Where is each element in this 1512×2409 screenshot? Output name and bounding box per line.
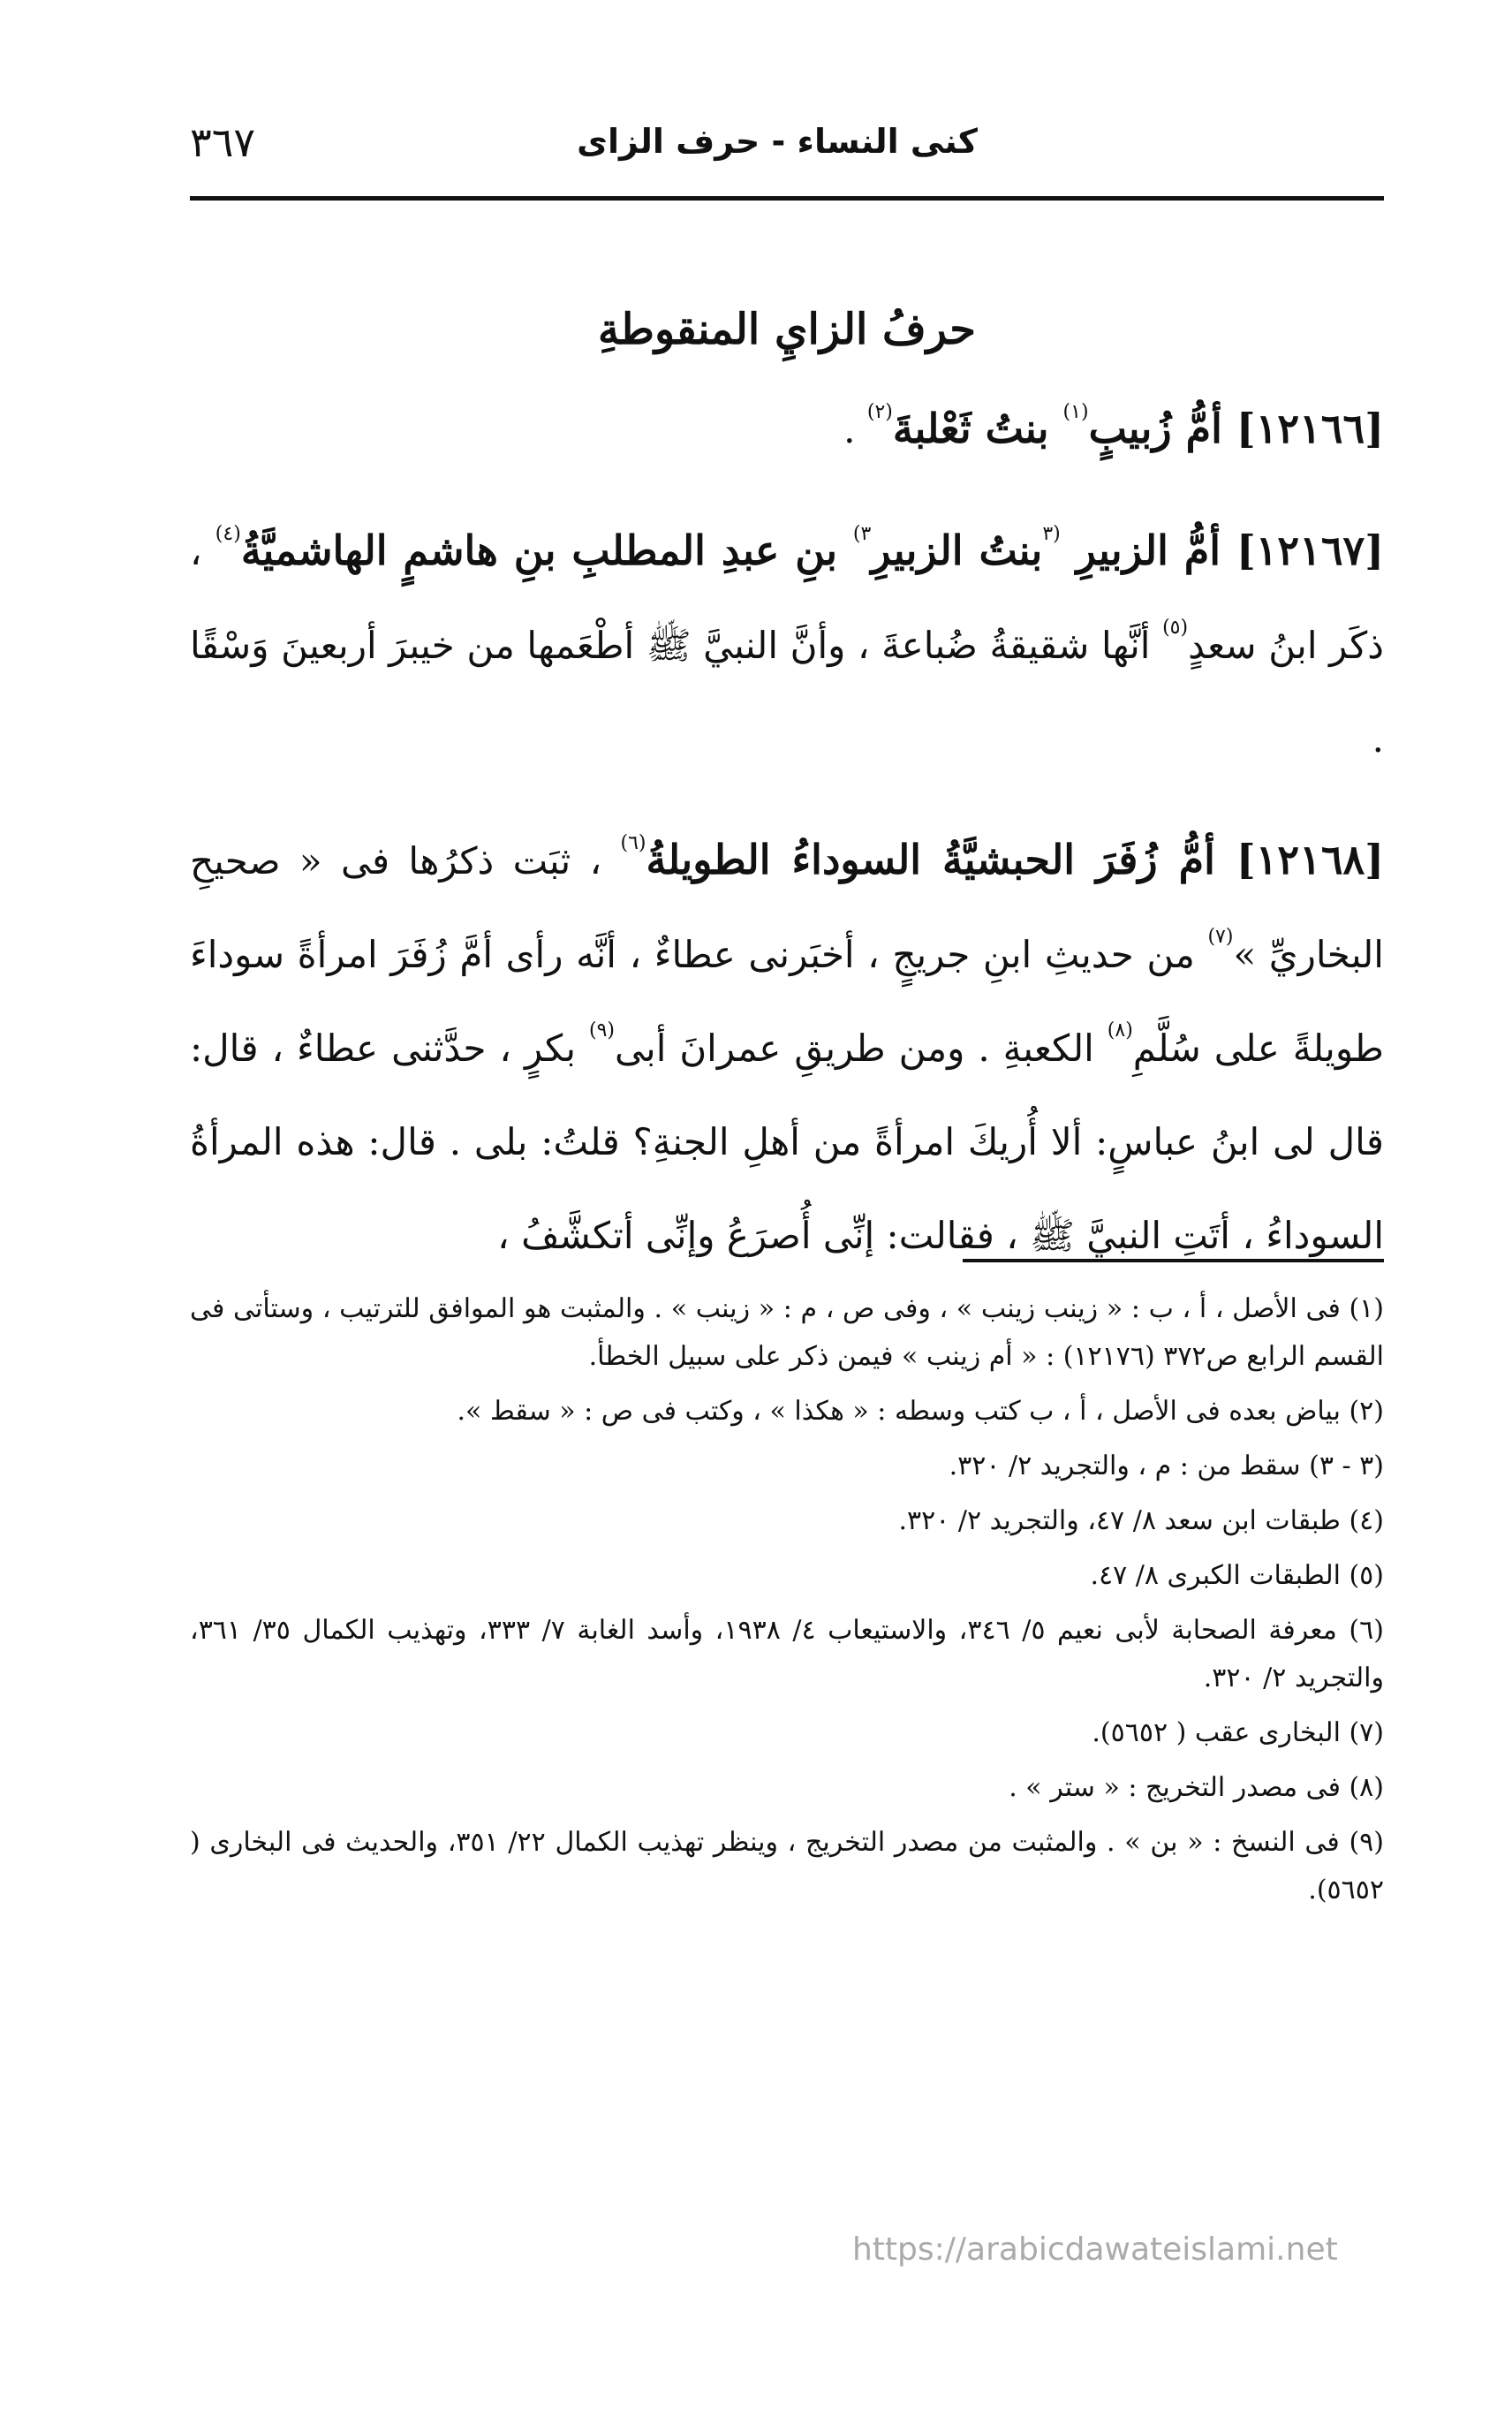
entry-body-text: .	[843, 408, 867, 451]
entry-12166	[190, 382, 1384, 477]
footnote-4: (٤) طبقات ابن سعد ٨/ ٤٧، والتجريد ٢/ ٣٢٠.	[898, 1505, 1384, 1536]
footnote-marker: ٣)	[852, 523, 872, 545]
entry-body-text: بكرٍ ، حدَّثنى عطاءٌ ، قال: قال لى ابنُ عباسٍ: ألا أُريكَ امرأةً من أهلِ الجنةِ؟ قلتُ: بلى . قال: هذه المرأةُ السوداءُ ، أتَتِ النبيَّ ﷺ ، فقالت: إنِّى أُصرَعُ وإنِّى أتكشَّفُ ،	[190, 1026, 1384, 1257]
footnote-9: (٩) فى النسخ : « بن » . والمثبت من مصدر التخريج ، وينظر تهذيب الكمال ٢٢/ ٣٥١، والحديث فى البخارى ( ٥٦٥٢).	[190, 1827, 1384, 1905]
footnote-marker: (٥)	[1162, 617, 1189, 639]
entry-12167	[190, 504, 1384, 786]
footnote-marker: (٣	[1042, 523, 1061, 545]
footnotes	[190, 1285, 1384, 1921]
main-text	[190, 382, 1384, 1309]
footnote-1: (١) فى الأصل ، أ ، ب : « زينب زينب » ، وفى ص ، م : « زينب » . والمثبت هو الموافق للترتيب ، وستأتى فى القسم الرابع ص٣٧٢ (١٢١٧٦) : « أم زينب » فيمن ذكر على سبيل الخطأ.	[190, 1293, 1384, 1372]
footnote-7: (٧) البخارى عقب ( ٥٦٥٢).	[1092, 1717, 1384, 1748]
header-rule	[190, 196, 1384, 201]
entry-heading-text: بنتُ الزبيرِ	[871, 526, 1043, 574]
entry-heading-text: بنتُ ثَعْلبةَ	[892, 405, 1063, 452]
footnote-marker: (٧)	[1207, 926, 1234, 948]
entry-12168	[190, 813, 1384, 1283]
footnote-marker: (٨)	[1107, 1019, 1133, 1042]
entry-heading-text: [١٢١٦٨] أمُّ زُفَرَ الحبشيَّةُ السوداءُ الطويلةُ	[646, 836, 1385, 883]
footnote-marker: (٤)	[215, 523, 241, 545]
running-title: كنى النساء - حرف الزاى	[577, 122, 978, 161]
footnote-separator	[963, 1259, 1384, 1262]
footnote-marker: (٩)	[588, 1019, 615, 1042]
footnote-marker: (٢)	[866, 401, 893, 423]
footnote-6: (٦) معرفة الصحابة لأبى نعيم ٥/ ٣٤٦، والاستيعاب ٤/ ١٩٣٨، وأسد الغابة ٧/ ٣٣٣، وتهذيب الكمال ٣٥/ ٣٦١، والتجريد ٢/ ٣٢٠.	[190, 1615, 1384, 1693]
page-number: ٣٦٧	[190, 118, 256, 166]
watermark-url: https://arabicdawateislami.net	[852, 2231, 1338, 2268]
footnote-2: (٢) بياض بعده فى الأصل ، أ ، ب كتب وسطه : « هكذا » ، وكتب فى ص : « سقط ».	[457, 1396, 1384, 1427]
entry-heading-text: بنِ عبدِ المطلبِ بنِ هاشمٍ الهاشميَّةُ	[240, 526, 853, 574]
page-header	[190, 118, 1384, 173]
footnote-marker: (٦)	[620, 832, 646, 854]
section-heading: حرفُ الزايِ المنقوطةِ	[598, 305, 976, 354]
entry-heading-text: [١٢١٦٧] أمُّ الزبيرِ	[1060, 526, 1385, 574]
entry-body-text: ، ثبَت ذكرُها فى « صحيحِ البخاريِّ »	[190, 839, 1384, 976]
entry-body-text: الكعبةِ . ومن طريقِ عمرانَ أبى	[615, 1026, 1108, 1070]
entry-body-text: من حديثِ ابنِ جريجٍ ، أخبَرنى عطاءٌ ، أنَّه رأى أمَّ زُفَرَ امرأةً سوداءَ طويلةً على سُلَّمِ	[190, 933, 1384, 1070]
entry-heading-text: [١٢١٦٦] أمُّ زُبيبٍ	[1088, 405, 1384, 452]
entry-body-text: أنَّها شقيقةُ ضُباعةَ ، وأنَّ النبيَّ ﷺ أطْعَمها من خيبرَ أربعينَ وَسْقًا .	[190, 624, 1384, 761]
footnote-8: (٨) فى مصدر التخريج : « ستر » .	[1009, 1772, 1384, 1803]
footnote-marker: (١)	[1062, 401, 1089, 423]
entry-body-text: ، ذكَر ابنُ سعدٍ	[190, 530, 1385, 667]
footnote-3: (٣ - ٣) سقط من : م ، والتجريد ٢/ ٣٢٠.	[949, 1451, 1384, 1481]
footnote-5: (٥) الطبقات الكبرى ٨/ ٤٧.	[1090, 1560, 1384, 1591]
